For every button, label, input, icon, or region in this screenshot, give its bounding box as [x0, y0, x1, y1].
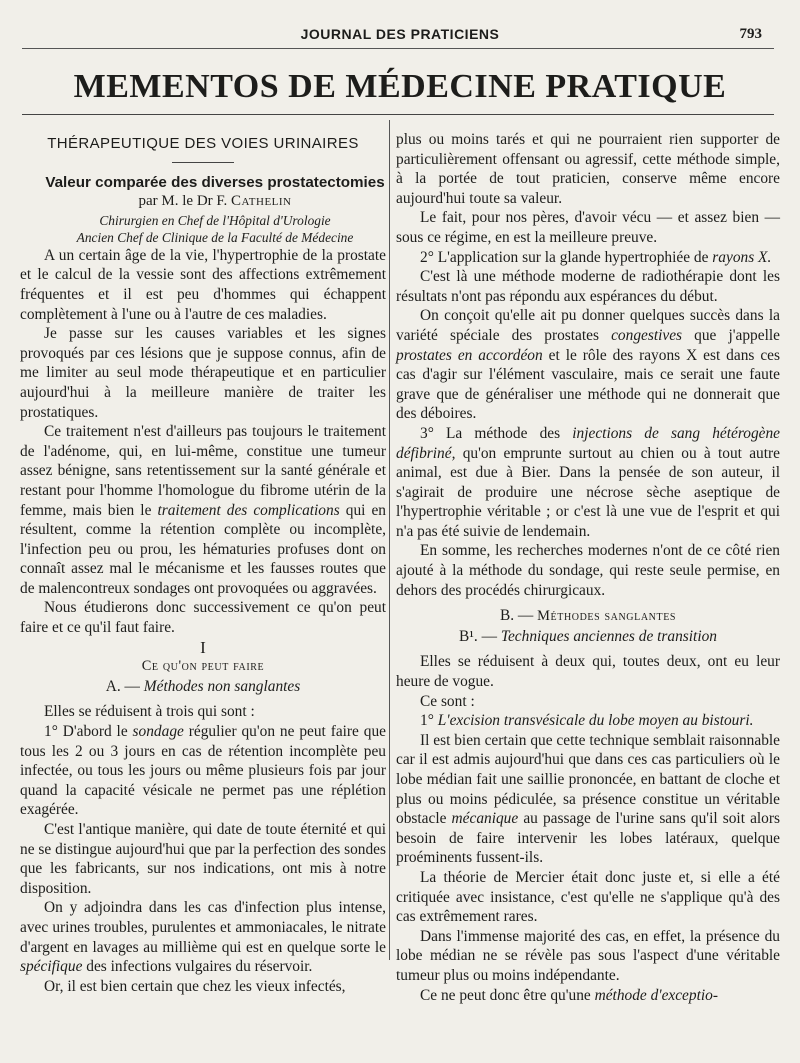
paragraph — [396, 711, 780, 731]
paragraph — [396, 248, 780, 268]
paragraph — [20, 722, 386, 820]
italic-run: rayons X. — [712, 248, 772, 266]
italic-run: L'excision transvésicale du lobe moyen au bistouri. — [437, 712, 754, 730]
subheading — [396, 606, 780, 627]
section-title: THÉRAPEUTIQUE DES VOIES URINAIRES — [47, 135, 359, 152]
paragraph: Dans l'immense majorité des cas, en effet, la présence du lobe médian ne se révèle pas sous l'aspect d'une véritable tumeur plus ou moins indépendante. — [396, 927, 780, 984]
column-divider — [389, 120, 390, 960]
paragraph: plus ou moins tarés et qui ne pourraient rien supporter de particulièrement offensant ou agressif, cette méthode simple, à la portée de tout praticien, conserve même encore aujourd'hui toute sa valeur. — [396, 131, 780, 207]
paragraph: Je passe sur les causes variables et les signes provoqués par ces lésions que je suppose connus, afin de me limiter au seul mode thérapeutique et en particulier aujourd'hui à la meilleure manière de traiter les prostatiques. — [20, 325, 386, 421]
paragraph: Le fait, pour nos pères, d'avoir vécu — et assez bien — sous ce régime, en est la meilleure preuve. — [396, 209, 780, 246]
paragraph: A un certain âge de la vie, l'hypertrophie de la prostate et le calcul de la vessie sont des affections extrêmement fréquentes et il est peu d'hommes qui échappent complètement à l'une ou à l'autre de ces maladies. — [20, 246, 386, 323]
text-run: au passage de l'urine sans qu'il soit alors besoin de faire intervenir les lobes latéraux, quelque proéminents fussent-ils. — [396, 810, 780, 867]
right-column — [396, 130, 780, 1005]
text-run: qu'on emprunte surtout au chien ou à tout autre animal, est due à Bier. Dans la pensée de son auteur, il s'agirait de produire une nécrose sèche aseptique de l'hypertrophie véritable ; or c'est là une vue de l'esprit et qui n'a pas été suivie de lendemain. — [396, 444, 780, 540]
text-run: On conçoit qu'elle ait pu donner quelques succès dans la variété spéciale des prostates — [396, 307, 780, 344]
byline-prefix: par M. le Dr F. — [138, 193, 228, 210]
italic-run: prostates en accordéon — [396, 346, 543, 364]
subheading — [20, 677, 386, 697]
paragraph — [396, 731, 780, 868]
italic-run: congestives — [611, 326, 683, 344]
italic-run: traitement des complications — [157, 501, 340, 519]
subheading-prefix: B¹. — — [459, 627, 497, 645]
byline — [20, 192, 386, 212]
paragraph — [396, 986, 780, 1006]
text-run: Ce traitement n'est d'ailleurs pas toujours le traitement de l'adénome, qui, en lui-même, constitue une tumeur assez bénigne, sans retentissement sur la santé générale et restant pour l'homme l'homologue du fibrome utérin de la femme, mais bien le — [20, 423, 386, 519]
left-column — [20, 120, 386, 996]
paragraph — [20, 422, 386, 598]
paragraph: Elles se réduisent à trois qui sont : — [44, 703, 255, 721]
text-run: des infections vulgaires du réservoir. — [86, 958, 313, 976]
text-run: et le rôle des rayons X est dans ces cas d'agir sur l'élément vasculaire, mais ce serait une faute grave que de généraliser une méthode qui ne donnerait que des déboires. — [396, 346, 780, 423]
masthead-title: MEMENTOS DE MÉDECINE PRATIQUE — [73, 68, 727, 105]
text-run: 2° L'application sur la glande hypertrophiée de — [420, 248, 709, 266]
paragraph — [396, 424, 780, 542]
journal-title: JOURNAL DES PRATICIENS — [300, 26, 500, 42]
text-run: 1° D'abord le — [44, 723, 128, 741]
paragraph: La théorie de Mercier était donc juste et, si elle a été critiquée avec insistance, c'est qu'elle ne s'applique qu'à des cas extrêmement rares. — [396, 868, 780, 926]
text-run: 1° — [420, 712, 434, 730]
italic-run: sondage — [132, 723, 184, 741]
paragraph — [396, 306, 780, 424]
subheading: Ce qu'on peut faire — [141, 658, 265, 675]
paragraph: Or, il est bien certain que chez les vieux infectés, — [44, 977, 346, 995]
subheading-prefix: B. — — [499, 607, 534, 625]
text-run: On y adjoindra dans les cas d'infection plus intense, avec urines troubles, purulentes et ammoniacales, le nitrate d'argent en lavages au millième qui est en quelque sorte le — [20, 899, 386, 956]
affiliation-1: Chirurgien en Chef de l'Hôpital d'Urologie — [99, 212, 331, 228]
italic-run: mécanique — [451, 810, 519, 828]
text-run: que j'appelle — [694, 326, 780, 344]
article-title: Valeur comparée des diverses prostatectomies — [45, 173, 385, 191]
paragraph: Nous étudierons donc successivement ce qu'on peut faire et ce qu'il faut faire. — [20, 599, 386, 637]
affiliation-2: Ancien Chef de Clinique de la Faculté de Médecine — [76, 229, 354, 245]
paragraph: Ce sont : — [420, 692, 475, 710]
header-rule — [22, 48, 774, 49]
italic-run: méthode d'exceptio- — [594, 986, 718, 1004]
subheading — [396, 627, 780, 647]
paragraph: C'est l'antique manière, qui date de toute éternité et qui ne se distingue aujourd'hui que par la perfection des sondes que les fabricants, sur nos indications, ont mis à notre disposition. — [20, 821, 386, 897]
subheading-prefix: A. — — [105, 677, 140, 695]
page-number: 793 — [739, 26, 762, 42]
subheading-label: Méthodes non sanglantes — [143, 677, 301, 695]
author-name: Cathelin — [231, 193, 292, 210]
paragraph: C'est là une méthode moderne de radiothérapie dont les résultats n'ont pas répondu aux espérances du début. — [396, 268, 780, 305]
text-run: régulier qu'on ne peut faire que tous les 2 ou 3 jours en cas de rétention incomplète peu infectée, ou tous les jours ou même plusieurs fois par jour quand la capacité vésicale ne permet pas une réplétion exagérée. — [20, 723, 386, 819]
text-run: Il est bien certain que cette technique semblait raisonnable car il est admis aujourd'hui que dans ces cas particuliers où le lobe médian fait une saillie prononcée, en battant de cloche et plus ou moins pédiculée, sa présence constitue un véritable obstacle — [396, 731, 780, 828]
text-run: Ce ne peut donc être qu'une — [420, 986, 591, 1004]
subheading-label: Méthodes sanglantes — [537, 608, 677, 625]
running-head — [0, 22, 800, 48]
section-rule — [172, 162, 234, 163]
paragraph — [20, 898, 386, 976]
masthead-rule — [22, 114, 774, 115]
subheading-label: Techniques anciennes de transition — [500, 627, 717, 645]
part-numeral: I — [200, 637, 206, 657]
text-run: qui en résultent, comme la rétention complète ou incomplète, l'infection peu ou prou, les hématuries profuses dont on connaît assez mal le mécanisme et les fausses routes que de malencontreux sondages ont provoquées ou aggravées. — [20, 501, 387, 597]
paragraph: En somme, les recherches modernes n'ont de ce côté rien ajouté à la méthode du sondage, qui reste seule permise, en dehors des procédés chirurgicaux. — [396, 542, 780, 599]
italic-run: spécifique — [20, 958, 83, 976]
text-run: 3° La méthode des — [420, 424, 561, 442]
italic-run: injections de sang hétérogène défibriné, — [396, 424, 780, 462]
paragraph: Elles se réduisent à deux qui, toutes deux, ont eu leur heure de vogue. — [396, 653, 780, 691]
